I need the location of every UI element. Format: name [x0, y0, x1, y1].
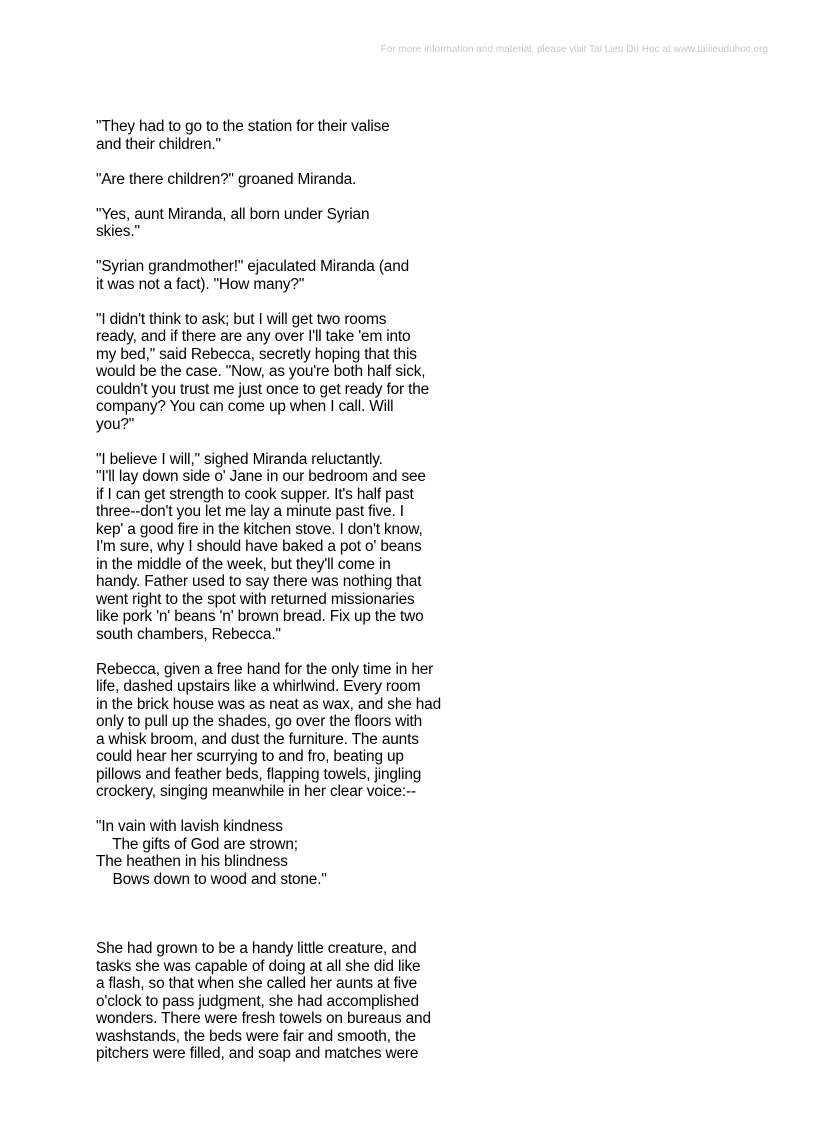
verse: [96, 818, 466, 888]
text-line: ready, and if there are any over I'll take 'em into: [96, 328, 411, 345]
text-line: I'm sure, why I should have baked a pot o' beans: [96, 538, 422, 555]
text-line: crockery, singing meanwhile in her clear voice:--: [96, 783, 416, 800]
text-line: tasks she was capable of doing at all she did like: [96, 957, 421, 975]
text-line: could hear her scurrying to and fro, beating up: [96, 748, 404, 765]
text-line: "Are there children?" groaned Miranda.: [96, 170, 357, 188]
paragraph: [96, 118, 466, 153]
text-line: "They had to go to the station for their valise: [96, 118, 390, 135]
paragraph: [96, 206, 466, 241]
verse-line: The gifts of God are strown;: [96, 835, 298, 853]
text-line: "I believe I will," sighed Miranda reluctantly.: [96, 450, 383, 468]
text-line: pillows and feather beds, flapping towels, jingling: [96, 765, 422, 783]
text-line: and their children.": [96, 135, 221, 153]
verse-line: Bows down to wood and stone.": [96, 870, 327, 888]
text-line: a flash, so that when she called her aunts at five: [96, 975, 418, 992]
paragraph: [96, 661, 466, 801]
paragraph: [96, 451, 466, 644]
text-line: "I didn't think to ask; but I will get two rooms: [96, 310, 387, 328]
text-line: She had grown to be a handy little creature, and: [96, 940, 417, 957]
text-line: south chambers, Rebecca.": [96, 625, 281, 643]
text-line: like pork 'n' beans 'n' brown bread. Fix up the two: [96, 608, 424, 625]
text-line: went right to the spot with returned missionaries: [96, 590, 415, 608]
text-line: a whisk broom, and dust the furniture. The aunts: [96, 730, 419, 748]
body-text: [96, 118, 466, 1080]
text-line: washstands, the beds were fair and smooth, the: [96, 1027, 416, 1045]
text-line: couldn't you trust me just once to get ready for the: [96, 380, 430, 398]
text-line: only to pull up the shades, go over the floors with: [96, 713, 423, 730]
closing-paragraph: [96, 940, 466, 1063]
text-line: my bed," said Rebecca, secretly hoping that this: [96, 345, 417, 363]
text-line: pitchers were filled, and soap and matches were: [96, 1045, 419, 1062]
header-note: For more information and material, please visit Tai Lieu Du Hoc at www.tailieuduhoc.org: [380, 44, 768, 55]
text-line: three--don't you let me lay a minute past five. I: [96, 503, 404, 520]
text-line: in the middle of the week, but they'll come in: [96, 555, 391, 573]
text-line: Rebecca, given a free hand for the only time in her: [96, 660, 434, 678]
text-line: handy. Father used to say there was nothing that: [96, 573, 422, 590]
text-line: it was not a fact). "How many?": [96, 275, 305, 293]
text-line: you?": [96, 415, 135, 433]
text-line: life, dashed upstairs like a whirlwind. Every room: [96, 678, 421, 695]
text-line: if I can get strength to cook supper. It's half past: [96, 485, 414, 503]
text-line: in the brick house was as neat as wax, and she had: [96, 695, 441, 713]
text-line: company? You can come up when I call. Will: [96, 398, 394, 415]
text-line: skies.": [96, 223, 140, 240]
verse-line: The heathen in his blindness: [96, 853, 288, 870]
paragraph: [96, 171, 466, 189]
text-line: would be the case. "Now, as you're both half sick,: [96, 363, 426, 380]
text-line: "Syrian grandmother!" ejaculated Miranda (and: [96, 258, 410, 275]
text-line: kep' a good fire in the kitchen stove. I don't know,: [96, 520, 423, 538]
paragraph: [96, 258, 466, 293]
text-line: wonders. There were fresh towels on bureaus and: [96, 1010, 431, 1027]
paragraph: [96, 311, 466, 434]
text-line: "Yes, aunt Miranda, all born under Syrian: [96, 205, 370, 223]
verse-line: "In vain with lavish kindness: [96, 818, 283, 835]
text-line: o'clock to pass judgment, she had accomplished: [96, 992, 419, 1010]
text-line: "I'll lay down side o' Jane in our bedroom and see: [96, 468, 426, 485]
